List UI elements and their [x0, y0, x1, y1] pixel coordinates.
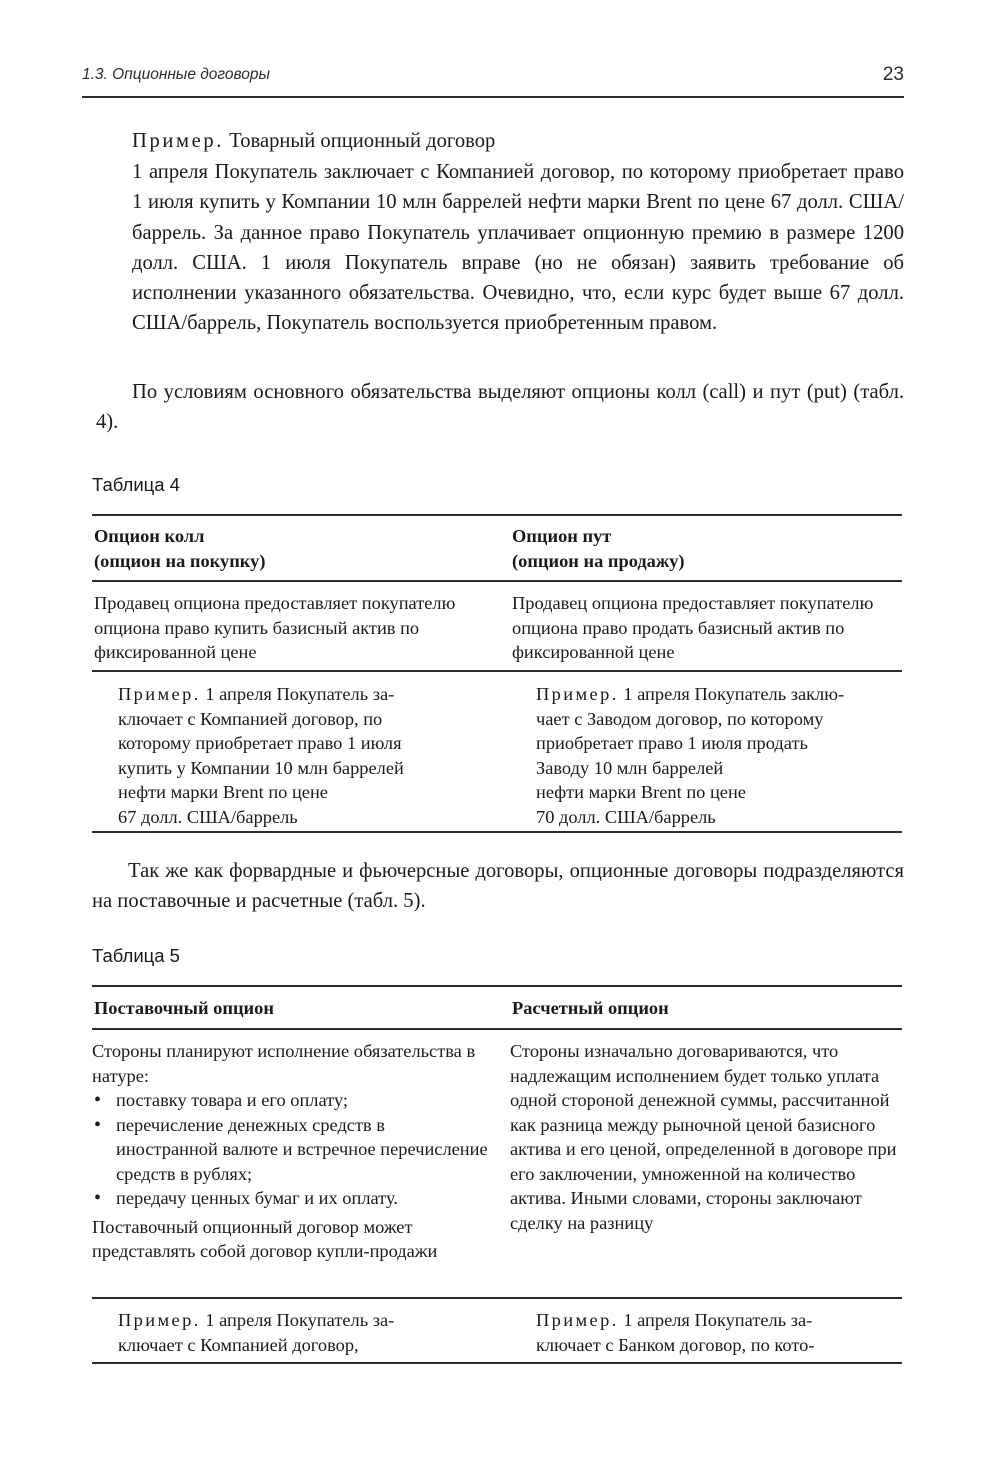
example-title: Товарный опционный договор: [224, 130, 496, 152]
table5-settlement-cell: Стороны изначально договариваются, что надлежащим исполнением будет только уплата одной стороной денежной суммы, рассчитанной как разница между рыночной ценой базисного актива и его ценой, определенной в договоре при его заключении, умноженной на количество актива. Иными словами, стороны заключают сделку на разницу: [510, 1041, 897, 1233]
table5-bottom-rule: [92, 1362, 902, 1364]
table5-header-settlement: Расчетный опцион: [512, 998, 669, 1018]
table4-put-definition: Продавец опциона предоставляет покупателю опциона право продать базисный актив по фиксированной цене: [512, 593, 874, 662]
example-line: ключает с Компанией договор, по: [118, 708, 383, 729]
section-title: 1.3. Опционные договоры: [82, 66, 270, 83]
header-line: Опцион пут: [512, 526, 612, 546]
table5-delivery-cell: [92, 1039, 490, 1264]
paragraph-call-put: По условиям основного обязательства выделяют опционы колл (call) и пут (put) (табл. 4).: [96, 381, 904, 434]
table4-header-rule: [92, 580, 902, 582]
example-line: Заводу 10 млн баррелей: [536, 757, 724, 778]
example-line: 1 апреля Покупатель за-: [618, 1310, 813, 1330]
header-line: (опцион на покупку): [94, 550, 266, 571]
example-line: 67 долл. США/баррель: [118, 806, 298, 827]
delivery-closing: Поставочный опционный договор может представлять собой договор купли-продажи: [92, 1216, 438, 1261]
table5-header-delivery: Поставочный опцион: [94, 998, 274, 1018]
example-line: нефти марки Brent по цене: [118, 782, 328, 802]
table4-bottom-rule: [92, 831, 902, 833]
bullet-item: • поставку товара и его оплату;: [92, 1088, 490, 1113]
example-line: которому приобретает право 1 июля: [118, 733, 402, 753]
table5-settlement-example: [536, 1308, 906, 1357]
table4-top-rule: [92, 514, 902, 516]
delivery-bullet-list: [92, 1088, 490, 1211]
paragraph-delivery-settlement: Так же как форвардные и фьючерсные договоры, опционные договоры подразделяются на поставочные и расчетные (табл. 5).: [92, 860, 904, 913]
table5-header-rule: [92, 1028, 902, 1030]
example-label: Пример.: [536, 684, 619, 704]
table4-label: Таблица 4: [92, 474, 180, 495]
example-line: купить у Компании 10 млн баррелей: [118, 757, 404, 778]
example-line: 1 апреля Покупатель за-: [200, 684, 395, 704]
header-line: Опцион колл: [94, 526, 205, 546]
example-line: приобретает право 1 июля продать: [536, 733, 808, 753]
example-line: ключает с Банком договор, по кото-: [536, 1334, 815, 1355]
example-label: Пример.: [536, 1310, 619, 1330]
header-line: (опцион на продажу): [512, 550, 685, 571]
page-number: 23: [882, 64, 904, 85]
example-body: 1 апреля Покупатель заключает с Компанией договор, по которому приобретает право 1 июля купить у Компании 10 млн баррелей нефти марки Brent по цене 67 долл. США/баррель. За данное право Покупатель уплачивает опционную премию в размере 1200 долл. США. 1 июля Покупатель вправе (но не обязан) заявить требование об исполнении указанного обязательства. Очевидно, что, если курс будет выше 67 долл. США/баррель, Покупатель воспользуется приобретенным правом.: [132, 161, 904, 335]
example-line: ключает с Компанией договор,: [118, 1334, 359, 1355]
example-label: Пример.: [132, 130, 225, 152]
table5-delivery-example: [118, 1308, 488, 1357]
bullet-item: • перечисление денежных средств в иностранной валюте и встречное перечисление средств в рублях;: [92, 1113, 490, 1187]
example-line: 1 апреля Покупатель заклю-: [618, 684, 845, 704]
table4-put-example: [536, 682, 906, 829]
example-label: Пример.: [118, 684, 201, 704]
running-head: [82, 64, 904, 90]
example-heading: [132, 126, 904, 156]
delivery-intro: Стороны планируют исполнение обязательства в натуре:: [92, 1041, 476, 1086]
table4-row-rule: [92, 670, 902, 672]
table5-label: Таблица 5: [92, 945, 180, 966]
table5-top-rule: [92, 985, 902, 987]
example-line: чает с Заводом договор, по которому: [536, 708, 824, 729]
table4-header-call: [94, 524, 484, 573]
table5-row-rule: [92, 1297, 902, 1299]
example-line: 70 долл. США/баррель: [536, 806, 716, 827]
table4-header-put: [512, 524, 902, 573]
example-line: 1 апреля Покупатель за-: [200, 1310, 395, 1330]
bullet-item: • передачу ценных бумаг и их оплату.: [92, 1186, 490, 1211]
table4-call-example: [118, 682, 488, 829]
header-rule: [82, 96, 904, 98]
example-line: нефти марки Brent по цене: [536, 782, 746, 802]
table4-call-definition: Продавец опциона предоставляет покупателю опциона право купить базисный актив по фиксированной цене: [94, 593, 456, 662]
example-label: Пример.: [118, 1310, 201, 1330]
